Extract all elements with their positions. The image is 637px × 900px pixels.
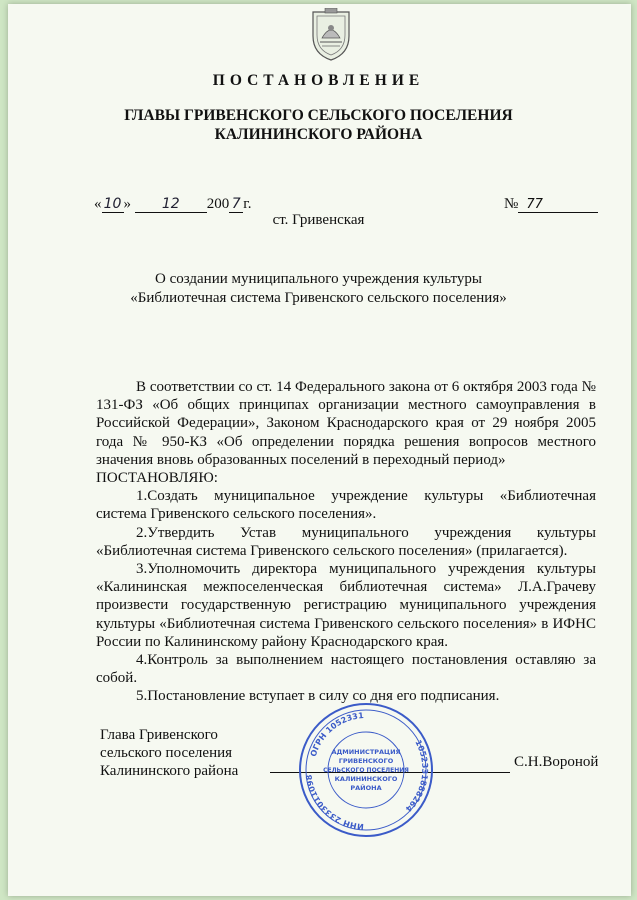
preamble-paragraph: В соответствии со ст. 14 Федерального закона от 6 октября 2003 года № 131-ФЗ «Об общих принципах организации местного самоуправления в Российской Федерации», Законом Краснодарского края от 29 ноября 2005 года № 950-КЗ «Об определении порядка решения вопросов местного значения вновь образованных поселений в переходный период» bbox=[96, 379, 596, 468]
document-date bbox=[94, 196, 251, 213]
number-sign: № bbox=[504, 196, 519, 212]
date-day: 10 bbox=[102, 196, 124, 213]
issuing-authority bbox=[0, 106, 637, 144]
signature-title-line-1: Глава Гривенского bbox=[100, 727, 218, 743]
stamp-center-line-5: РАЙОНА bbox=[350, 784, 382, 792]
date-month: 12 bbox=[135, 196, 207, 213]
authority-line-1: ГЛАВЫ ГРИВЕНСКОГО СЕЛЬСКОГО ПОСЕЛЕНИЯ bbox=[124, 107, 513, 124]
date-open-quote: « bbox=[94, 196, 102, 212]
document-place: ст. Гривенская bbox=[272, 212, 365, 228]
coat-of-arms-emblem bbox=[308, 8, 354, 62]
stamp-left-arc: ИНН 2333011098 bbox=[304, 774, 365, 832]
item-3: 3.Уполномочить директора муниципального учреждения культуры «Калининская межпоселенческая библиотечная система» Л.А.Грачеву произвести государственную регистрацию муниципального учреждения культуры «Библиотечная система Гривенского сельского поселения» в ИФНС России по Калининскому району Краснодарского края. bbox=[96, 561, 596, 650]
signature-block bbox=[100, 726, 238, 780]
date-year-prefix: 200 bbox=[206, 196, 230, 212]
date-year-suffix: г. bbox=[243, 196, 252, 212]
subject-line-2: «Библиотечная система Гривенского сельского поселения» bbox=[130, 290, 507, 306]
signature-title-line-2: сельского поселения bbox=[100, 745, 233, 761]
item-5: 5.Постановление вступает в силу со дня его подписания. bbox=[136, 688, 500, 705]
item-1: 1.Создать муниципальное учреждение культуры «Библиотечная система Гривенского сельского поселения». bbox=[96, 488, 596, 523]
authority-line-2: КАЛИНИНСКОГО РАЙОНА bbox=[214, 126, 423, 143]
document-subject bbox=[0, 270, 637, 308]
stamp-right-arc: 1052331888264 bbox=[403, 738, 430, 814]
date-year-digit: 7 bbox=[229, 196, 243, 213]
document-body bbox=[96, 378, 596, 706]
stamp-center-line-3: СЕЛЬСКОГО ПОСЕЛЕНИЯ bbox=[323, 767, 409, 774]
item-2: 2.Утвердить Устав муниципального учреждения культуры «Библиотечная система Гривенского сельского поселения» (прилагается). bbox=[96, 524, 596, 559]
date-close-quote: » bbox=[123, 196, 131, 212]
stamp-top-arc: ОГРН 1052331 bbox=[308, 710, 365, 758]
document-title: ПОСТАНОВЛЕНИЕ bbox=[212, 72, 425, 89]
number-value: 77 bbox=[518, 197, 598, 213]
stamp-center-line-1: АДМИНИСТРАЦИЯ bbox=[331, 748, 401, 756]
decree-word: ПОСТАНОВЛЯЮ: bbox=[96, 470, 218, 487]
subject-line-1: О создании муниципального учреждения культуры bbox=[155, 271, 482, 287]
item-4: 4.Контроль за выполнением настоящего постановления оставляю за собой. bbox=[96, 652, 596, 687]
signature-title-line-3: Калининского района bbox=[100, 763, 239, 779]
stamp-center-line-2: ГРИВЕНСКОГО bbox=[338, 757, 394, 765]
official-stamp bbox=[296, 700, 436, 840]
signer-name: С.Н.Вороной bbox=[514, 754, 599, 770]
document-number bbox=[504, 196, 598, 213]
stamp-center-line-4: КАЛИНИНСКОГО bbox=[334, 775, 398, 783]
